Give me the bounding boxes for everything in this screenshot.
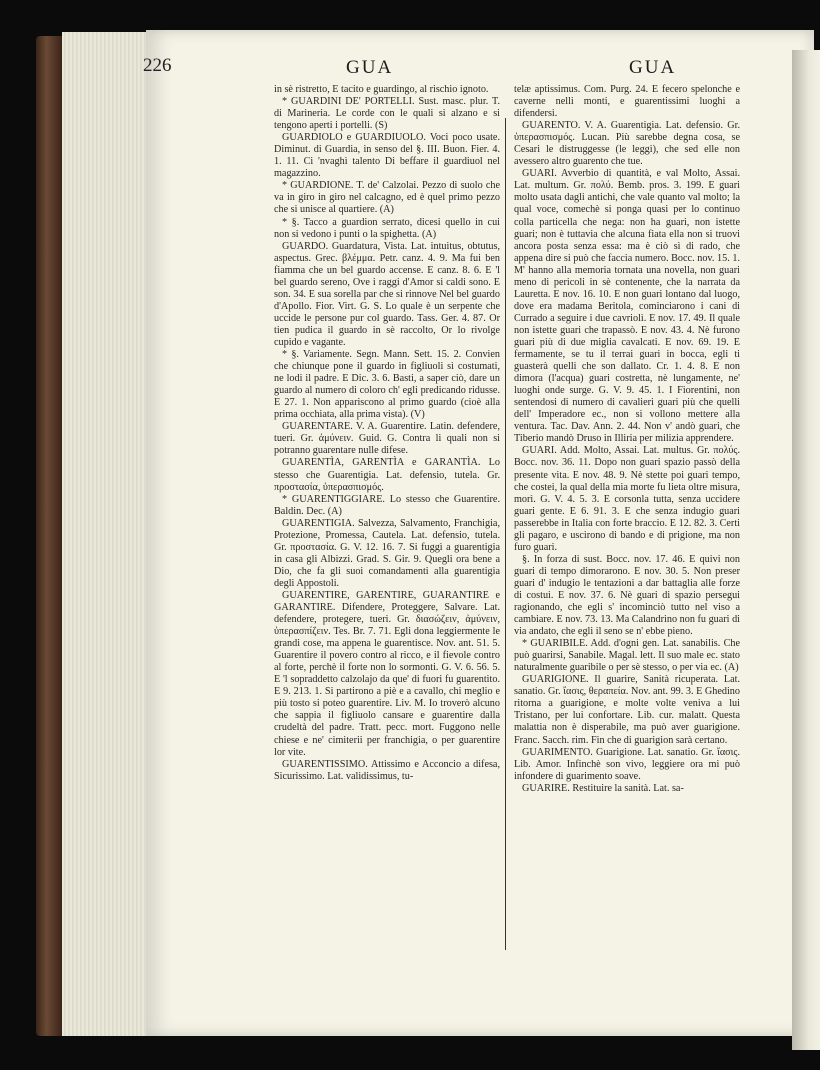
dictionary-entry: GUARIMENTO. Guarigione. Lat. sanatio. Gr. ἴασις. Lib. Amor. Infinchè son vivo, leggiere ora mi può infondere di guarimento soave.	[514, 746, 740, 782]
dictionary-entry: GUARENTISSIMO. Attissimo e Acconcio a difesa, Sicurissimo. Lat. validissimus, tu-	[274, 758, 500, 782]
running-head-right: GUA	[629, 57, 677, 78]
left-column	[274, 84, 500, 783]
dictionary-entry: GUARI. Add. Molto, Assai. Lat. multus. Gr. πολύς. Bocc. nov. 36. 11. Dopo non guari spazio passò della presente vita. E nov. 48. 9. Nè stette poi guari tempo, che costei, la qual della mia morte fu lieta oltre misura, morì. G. V. 4. 5. 3. E corsonla tutta, senza uccidere guari gente. E 6. 91. 3. E che senza indugio guari passerebbe in Italia con forte braccio. E 12. 82. 3. Certi gli pagaro, e uscirono di bando e di prigione, ma non furo guari.	[514, 445, 740, 553]
column-rule	[505, 118, 506, 950]
dictionary-entry: * GUARDIONE. T. de' Calzolai. Pezzo di suolo che va in giro in giro nel calcagno, ed è quel primo pezzo che si unisce al quartiere. (A)	[274, 180, 500, 216]
dictionary-entry: * §. Tacco a guardion serrato, dicesi quello in cui non si vedono i punti o la spighetta. (A)	[274, 216, 500, 240]
dictionary-entry: GUARENTARE. V. A. Guarentire. Latin. defendere, tueri. Gr. ἀμύνειν. Guid. G. Contra li quali non si potranno guarentare nulle difese.	[274, 421, 500, 457]
dictionary-entry: §. In forza di sust. Bocc. nov. 17. 46. E quivi non guari di tempo dimorarono. E nov. 30. 5. Non preser guari d' indugio le tentazioni a dar battaglia alle forze di costui. E nov. 37. 6. Nè guari di spazio persegui ragionando, che egli s' incominciò tutto nel viso a cambiare. E nov. 73. 13. Ma Calandrino non fu guari di via andato, che egli il seno se n' ebbe pieno.	[514, 553, 740, 638]
dictionary-entry: * GUARDINI DE' PORTELLI. Sust. masc. plur. T. di Marineria. Le corde con le quali si alzano e si tengono aperti i portelli. (S)	[274, 96, 500, 132]
facing-page-edge	[792, 50, 820, 1050]
dictionary-entry: GUARENTO. V. A. Guarentigia. Lat. defensio. Gr. ὑπερασπισμός. Lucan. Più sarebbe degna cosa, se Cesari le distruggesse (le leggi), che sed elle non avessero altro guarento che tue.	[514, 120, 740, 168]
dictionary-entry: in sè ristretto, E tacito e guardingo, al rischio ignoto.	[274, 84, 489, 95]
dictionary-entry: GUARENTIGIA. Salvezza, Salvamento, Franchigia, Protezione, Promessa, Cautela. Lat. defensio, tutela. Gr. προστασία. G. V. 12. 16. 7. Si fuggì a guarentigia in casa gli Albizzi. Grad. S. Gir. 9. Quegli ora bene a Dio, che fa gli suoi comandamenti alla guarentigia degli Appostoli.	[274, 517, 500, 589]
dictionary-entry: * §. Variamente. Segn. Mann. Sett. 15. 2. Convien che chiunque pone il guardo in figliuoli sì costumati, ne lodi il padre. E Dic. 3. 6. Basti, a saper ciò, dare un guardo al numero di coloro ch' egli predicando ridusse. E 27. 1. Non appariscono al primo guardo (cioè alla prima occhiata, alla prima vista). (V)	[274, 349, 500, 421]
running-head-left: GUA	[346, 57, 394, 78]
dictionary-entry: * GUARENTIGGIARE. Lo stesso che Guarentire. Baldin. Dec. (A)	[274, 493, 500, 517]
dictionary-entry: GUARENTIRE, GARENTIRE, GUARANTIRE e GARANTIRE. Difendere, Proteggere, Salvare. Lat. defendere, protegere, tueri. Gr. διασώζειν, ἀμύνειν, ὑπερασπίζειν. Tes. Br. 7. 71. Egli dona leggiermente le grandi cose, ma appena le guarentisce. Nov. ant. 51. 5. Guarentire il povero contro al ricco, e il fievole contro al forte, perchè il forte non lo sormonti. G. V. 6. 56. 5. E 'l sopraddetto calzolajo da que' di fuori fu guarentito. E 9. 213. 1. Si partirono a piè e a cavallo, chi meglio e più tosto si poteo guarentire. Liv. M. Io troverò alcuno che sappia il figliuolo cansare e guarentire dalla crudeltà del padre. Tratt. pecc. mort. Fuggono nelle chiese e ne' cimiterii per franchigia, o per guarentire lor vite.	[274, 589, 500, 758]
right-column	[514, 84, 740, 795]
page-stack-edge	[62, 32, 158, 1036]
dictionary-entry: GUARDO. Guardatura, Vista. Lat. intuitus, obtutus, aspectus. Grec. βλέμμα. Petr. canz. 4. 9. Ma fui ben fiamma che un bel guardo accense. E canz. 8. 6. E 'l bel guardo sereno, Ove i raggi d'Amor si caldi sono. E son. 34. E sua sorella par che si rinnove Nel bel guardo d'Apollo. Fior. Virt. G. S. Lo quale è un serpente che uccide le persone pur col guardo. Tass. Ger. 4. 87. Or tien pudica il guardo in sè raccolto, Or lo rivolge cupido e vagante.	[274, 240, 500, 348]
dictionary-entry: GUARENTÌA, GARENTÌA e GARANTÌA. Lo stesso che Guarentigia. Lat. defensio, tutela. Gr. προστασία, ὑπερασπισμός.	[274, 457, 500, 493]
dictionary-entry: * GUARIBILE. Add. d'ogni gen. Lat. sanabilis. Che può guarirsi, Sanabile. Magal. lett. Il suo male ec. stato naturalmente guaribile o per sè stesso, o per via ec. (A)	[514, 638, 740, 674]
dictionary-entry: GUARI. Avverbio di quantità, e val Molto, Assai. Lat. multum. Gr. πολύ. Bemb. pros. 3. 199. E guari molto usata dagli antichi, che vale quanto val molto; la qual voce, comechè si ponga quasi per lo continuo colla particella che nega: non ha guari, non istette guari; non è tuttavia che alcuna fiata ella non si truovi ancora posta senza essa: ma è ciò sì di rado, che appena dire si può che faccia numero. Bocc. nov. 15. 1. M' hanno alla memoria tornata una novella, non guari meno di pericoli in sè contenente, che la narrata da Lauretta. E nov. 16. 10. E non guari lontano dal luogo, dove era madama Beritola, cominciarono i cani di Currado a seguire i due cavriolì. E nov. 17. 49. Il quale non istette guari che trapassò. E nov. 43. 4. Nè furono guari più di due miglia cavalcati. E nov. 69. 19. E fermamente, se tu il terrai guari in bocca, egli ti guasterà quelli che son dallato. Cr. 1. 4. 8. E non dimora (l'acqua) guari costretta, nè lungamente, ne' luoghi onde surge. G. V. 9. 45. 1. I Fiorentini, non sentendosi di numero di cavalieri guari più che quelli dell' Imperadore ec., non si vollono mettere alla ventura. Tac. Dav. Ann. 2. 44. Non v' andò guari, che Tiberio mandò Druso in Illiria per milizia apprendere.	[514, 168, 740, 445]
dictionary-entry: GUARIRE. Restituire la sanità. Lat. sa-	[522, 782, 684, 794]
dictionary-entry: GUARDIOLO e GUARDIUOLO. Voci poco usate. Diminut. di Guardia, in senso del §. III. Buon. Fier. 4. 1. 11. Ci 'nvaghì talento Di beffare il guardiuol nel magazzino.	[274, 132, 500, 180]
dictionary-entry: telæ aptissimus. Com. Purg. 24. E fecero spelonche e caverne nelli monti, e guarentissimi luoghi a difendersi.	[514, 84, 740, 120]
dictionary-entry: GUARIGIONE. Il guarire, Sanità ricuperata. Lat. sanatio. Gr. ἴασις, θεραπεία. Nov. ant. 99. 3. E Ghedino ritorna a guarigione, e molte volte veniva a lui Tristano, per lui confortare. Lib. cur. malatt. Questa malattia non è disperabile, ma può aver guarigione. Franc. Sacch. rim. Fin che di guarigion sarà certano.	[514, 674, 740, 746]
page-number: 226	[143, 55, 172, 76]
